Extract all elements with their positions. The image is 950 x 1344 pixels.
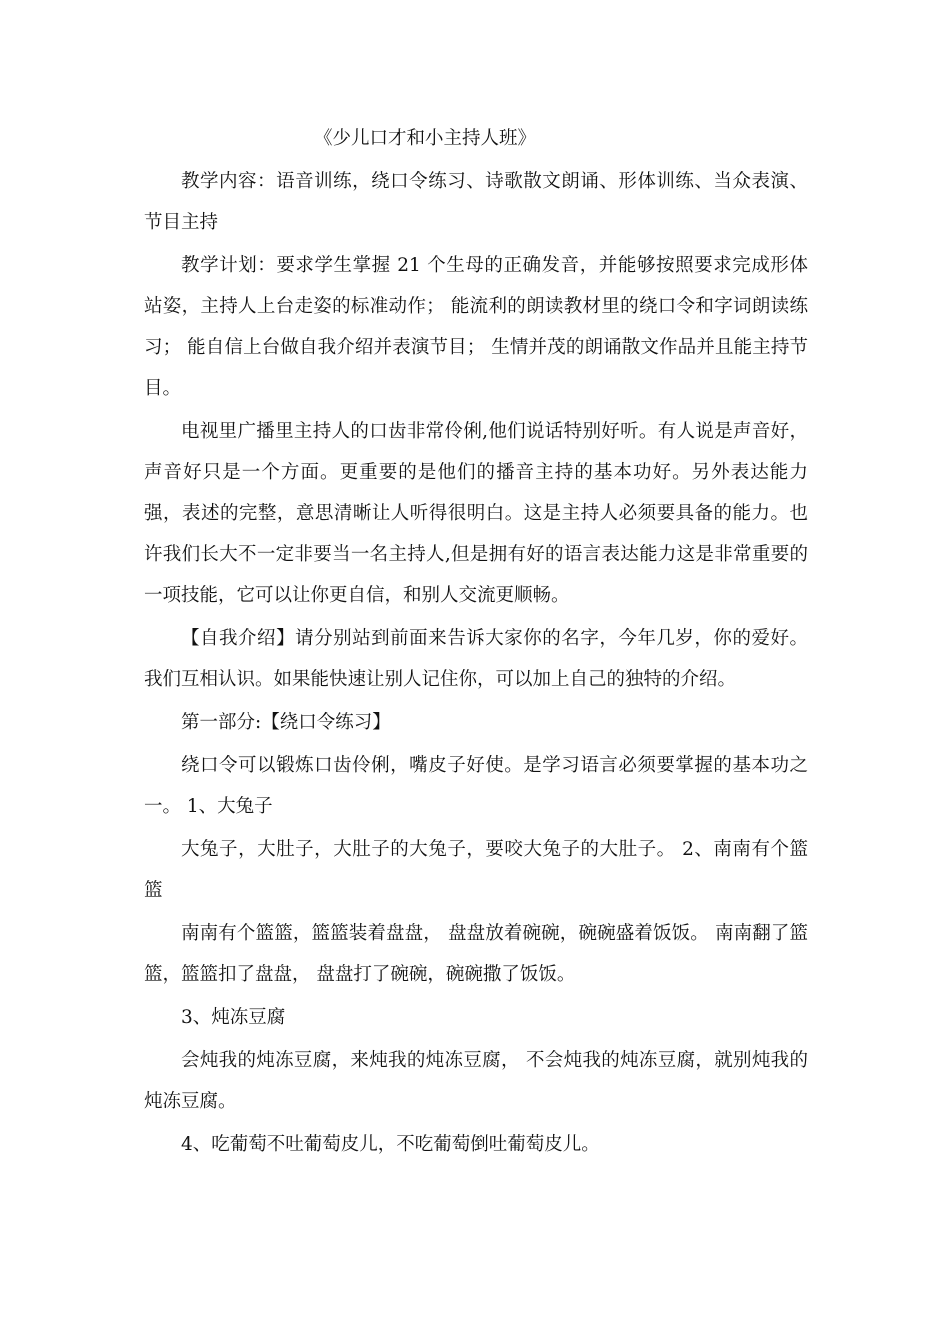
paragraph-tongue-twister-intro: 绕口令可以锻炼口齿伶俐，嘴皮子好使。是学习语言必须要掌握的基本功之一。 1、大兔子 bbox=[144, 755, 808, 817]
section-heading-tongue-twisters: 第一部分:【绕口令练习】 bbox=[181, 712, 391, 733]
paragraph-nannan-basket: 南南有个篮篮，篮篮装着盘盘， 盘盘放着碗碗，碗碗盛着饭饭。 南南翻了篮篮，篮篮扣了盘盘， 盘盘打了碗碗，碗碗撒了饭饭。 bbox=[144, 923, 808, 985]
heading-frozen-tofu: 3、炖冻豆腐 bbox=[181, 1007, 286, 1028]
paragraph-frozen-tofu: 会炖我的炖冻豆腐，来炖我的炖冻豆腐， 不会炖我的炖冻豆腐，就别炖我的炖冻豆腐。 bbox=[144, 1050, 808, 1112]
paragraph-host-introduction: 电视里广播里主持人的口齿非常伶俐,他们说话特别好听。有人说是声音好，声音好只是一个方面。更重要的是他们的播音主持的基本功好。另外表达能力强，表述的完整，意思清晰让人听得很明白。这是主持人必须要具备的能力。也许我们长大不一定非要当一名主持人,但是拥有好的语言表达能力这是非常重要的一项技能，它可以让你更自信，和别人交流更顺畅。 bbox=[144, 421, 808, 606]
paragraph-grape-skin: 4、吃葡萄不吐葡萄皮儿，不吃葡萄倒吐葡萄皮儿。 bbox=[181, 1134, 600, 1155]
paragraph-teaching-content: 教学内容：语音训练，绕口令练习、诗歌散文朗诵、形体训练、当众表演、节目主持 bbox=[144, 171, 808, 233]
document-title: 《少儿口才和小主持人班》 bbox=[314, 128, 537, 149]
paragraph-teaching-plan: 教学计划：要求学生掌握 21 个生母的正确发音，并能够按照要求完成形体站姿，主持人上台走姿的标准动作； 能流利的朗读教材里的绕口令和字词朗读练习； 能自信上台做自我介绍并表演节目； 生情并茂的朗诵散文作品并且能主持节目。 bbox=[144, 255, 808, 399]
paragraph-self-introduction: 【自我介绍】请分别站到前面来告诉大家你的名字，今年几岁，你的爱好。我们互相认识。如果能快速让别人记住你，可以加上自己的独特的介绍。 bbox=[144, 628, 808, 690]
document-body bbox=[144, 117, 808, 1167]
paragraph-big-rabbit: 大兔子，大肚子，大肚子的大兔子，要咬大兔子的大肚子。 2、南南有个篮篮 bbox=[144, 839, 808, 901]
